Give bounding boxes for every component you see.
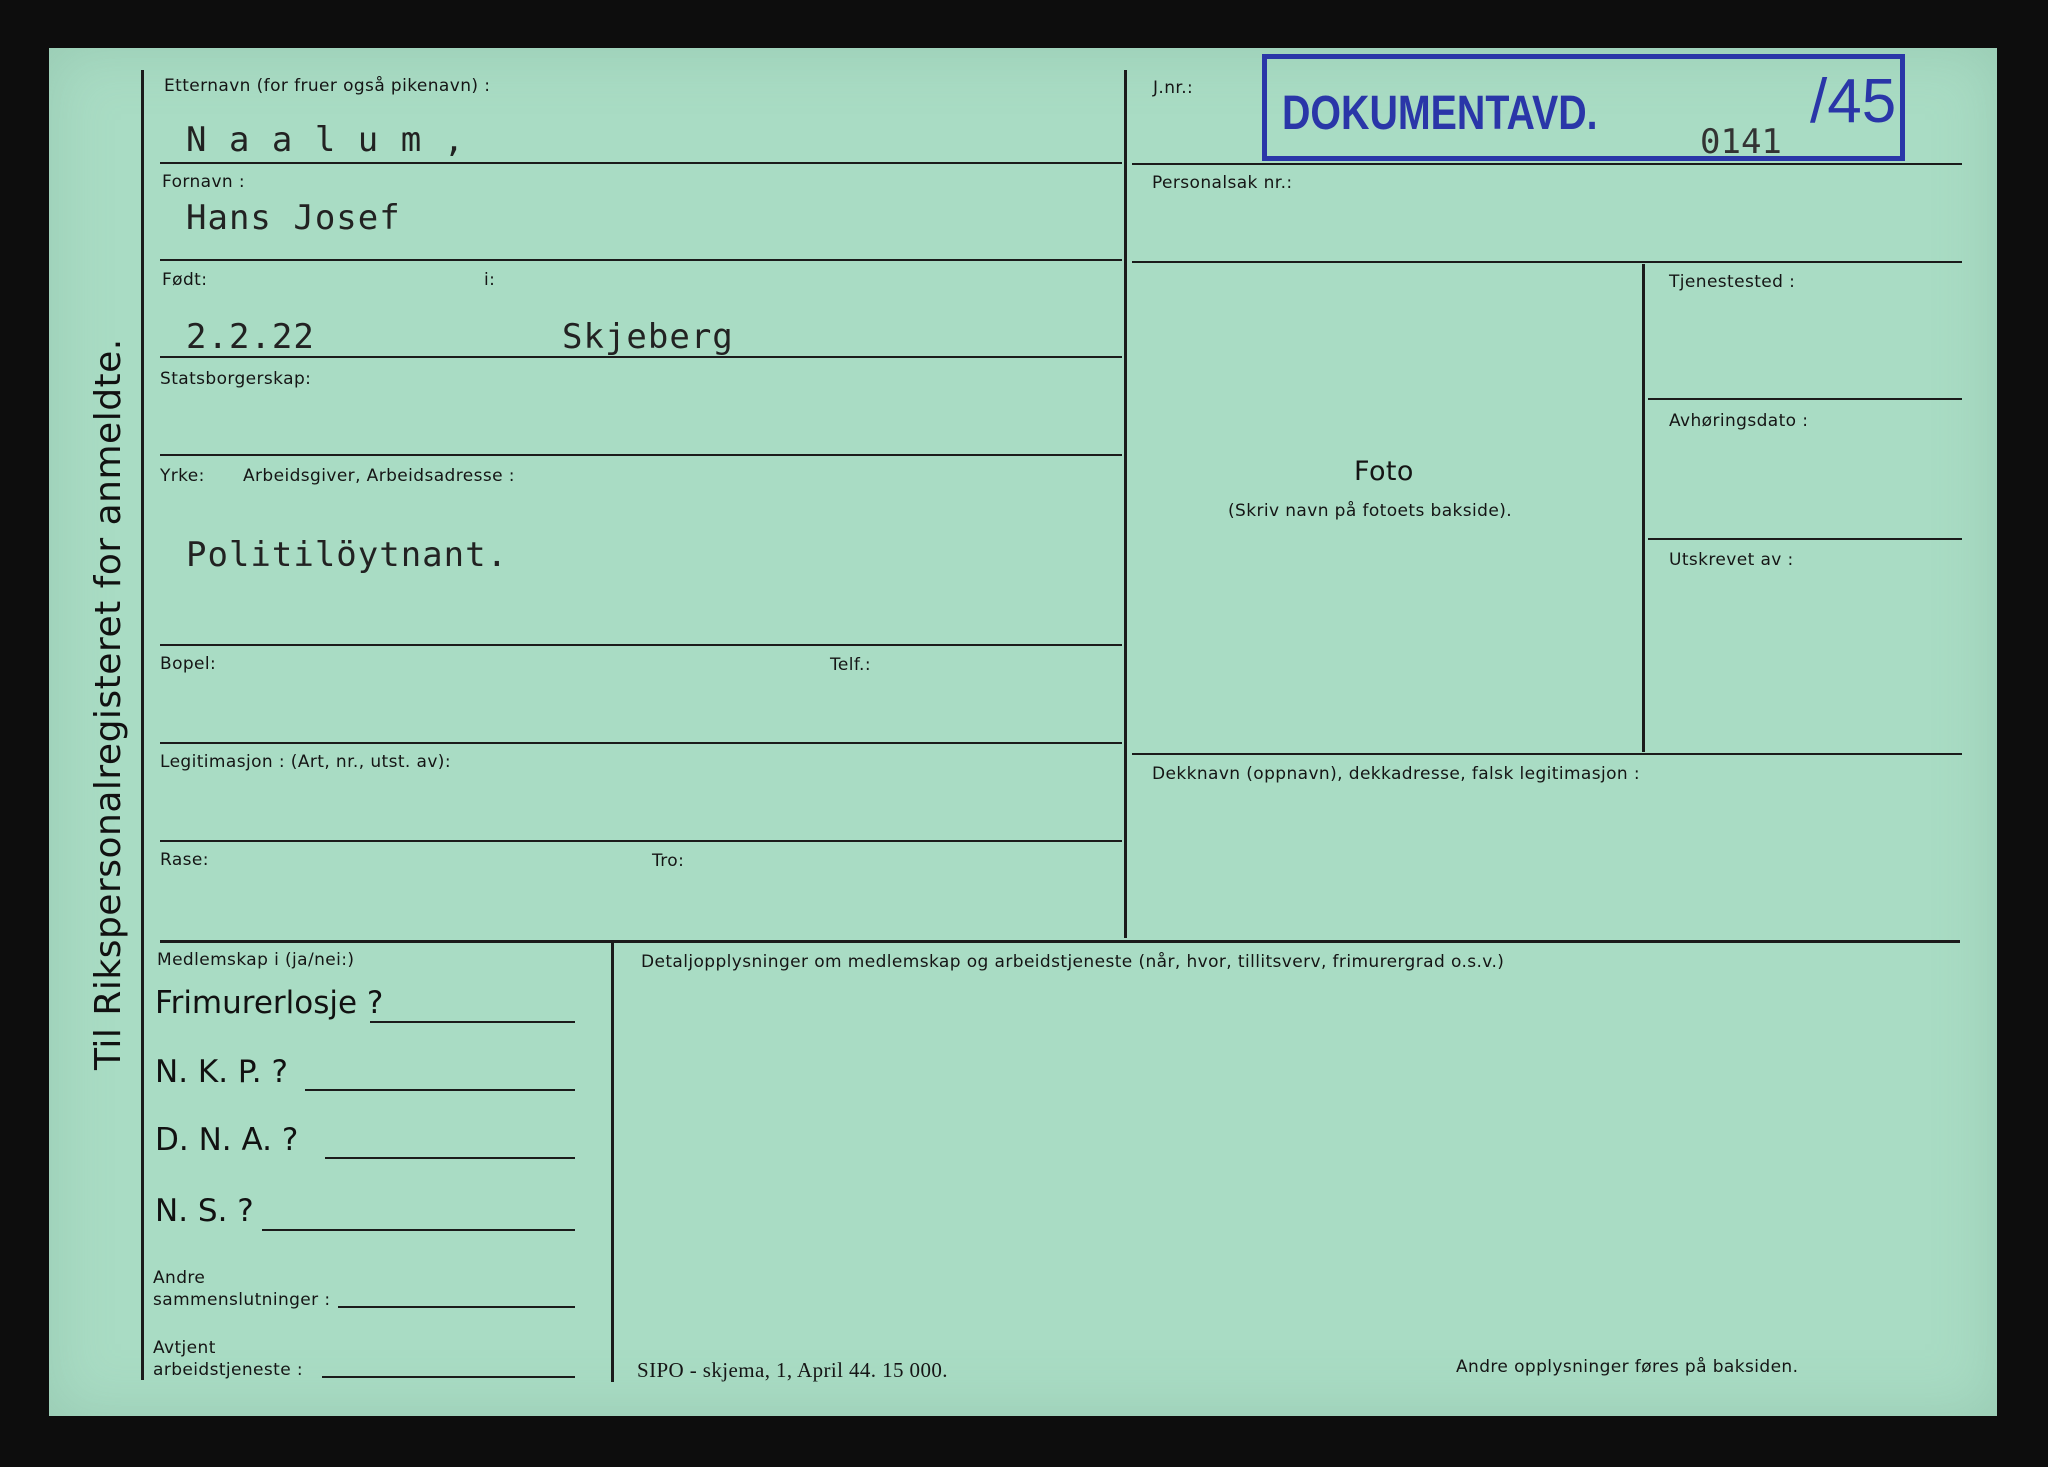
line-jnr xyxy=(1132,163,1962,165)
label-tro: Tro: xyxy=(652,851,685,871)
line-fornavn xyxy=(160,259,1122,261)
footer-sipo: SIPO - skjema, 1, April 44. 15 000. xyxy=(637,1358,948,1382)
membership-divider xyxy=(611,942,614,1382)
line-avhoringsdato xyxy=(1648,538,1962,540)
label-statsborgerskap: Statsborgerskap: xyxy=(160,369,312,389)
line-yrke xyxy=(160,644,1122,646)
line-ns xyxy=(262,1229,575,1231)
line-bopel xyxy=(160,742,1122,744)
value-fodt: 2.2.22 xyxy=(186,317,315,357)
label-frimurerlosje: Frimurerlosje ? xyxy=(155,985,384,1021)
line-andre xyxy=(338,1306,575,1308)
label-dekknavn: Dekknavn (oppnavn), dekkadresse, falsk legitimasjon : xyxy=(1152,764,1641,784)
line-frimurerlosje xyxy=(370,1021,575,1023)
label-nkp: N. K. P. ? xyxy=(155,1054,288,1090)
label-detalj: Detaljopplysninger om medlemskap og arbeidstjeneste (når, hvor, tillitsverv, frimurergrad o.s.v.) xyxy=(641,952,1505,972)
label-andre-1: Andre xyxy=(153,1268,206,1288)
line-dna xyxy=(325,1157,575,1159)
label-telf: Telf.: xyxy=(830,655,871,675)
registration-card xyxy=(49,48,1997,1416)
value-yrke: Politilöytnant. xyxy=(186,535,509,575)
stamp-text: DOKUMENTAVD. xyxy=(1282,87,1598,140)
line-personalsak xyxy=(1132,261,1962,263)
stamp-handwritten-number: 0141 xyxy=(1700,122,1782,162)
line-etternavn xyxy=(160,162,1122,164)
label-tjenestested: Tjenestested : xyxy=(1669,272,1796,292)
right-column-divider xyxy=(1642,264,1645,752)
value-fodested: Skjeberg xyxy=(562,317,734,357)
value-fornavn: Hans Josef xyxy=(186,198,401,238)
stamp-number: /45 xyxy=(1810,67,1897,136)
label-i: i: xyxy=(484,270,496,290)
side-title: Til Rikspersonalregisteret for anmeldte. xyxy=(88,338,129,1070)
label-arbeidsgiver: Arbeidsgiver, Arbeidsadresse : xyxy=(243,466,515,486)
line-legitimasjon xyxy=(160,840,1122,842)
label-rase: Rase: xyxy=(160,850,209,870)
label-yrke: Yrke: xyxy=(160,466,205,486)
left-border-line xyxy=(141,70,144,1380)
label-foto: Foto xyxy=(1354,456,1414,487)
line-nkp xyxy=(305,1089,575,1091)
line-tjenestested xyxy=(1648,398,1962,400)
footer-andre-opplysninger: Andre opplysninger føres på baksiden. xyxy=(1456,1357,1799,1377)
label-andre-2: sammenslutninger : xyxy=(153,1290,331,1310)
line-photo-bottom xyxy=(1132,753,1962,755)
value-etternavn: N a a l u m , xyxy=(186,120,466,160)
label-avtjent-1: Avtjent xyxy=(153,1338,216,1358)
label-utskrevet: Utskrevet av : xyxy=(1669,550,1794,570)
label-bopel: Bopel: xyxy=(160,654,217,674)
label-etternavn: Etternavn (for fruer også pikenavn) : xyxy=(164,76,491,96)
line-avtjent xyxy=(322,1376,575,1378)
label-medlemskap: Medlemskap i (ja/nei:) xyxy=(157,950,355,970)
label-fodt: Født: xyxy=(162,270,208,290)
line-main-separator xyxy=(160,940,1960,943)
label-foto-sub: (Skriv navn på fotoets bakside). xyxy=(1228,501,1513,521)
label-avhoringsdato: Avhøringsdato : xyxy=(1669,411,1809,431)
label-fornavn: Fornavn : xyxy=(162,172,246,192)
center-divider-line xyxy=(1124,70,1127,938)
label-dna: D. N. A. ? xyxy=(155,1122,299,1158)
label-personalsak: Personalsak nr.: xyxy=(1152,173,1293,193)
label-ns: N. S. ? xyxy=(155,1193,254,1229)
label-legitimasjon: Legitimasjon : (Art, nr., utst. av): xyxy=(160,752,451,772)
line-statsborgerskap xyxy=(160,454,1122,456)
label-avtjent-2: arbeidstjeneste : xyxy=(153,1360,304,1380)
label-jnr: J.nr.: xyxy=(1153,78,1194,98)
